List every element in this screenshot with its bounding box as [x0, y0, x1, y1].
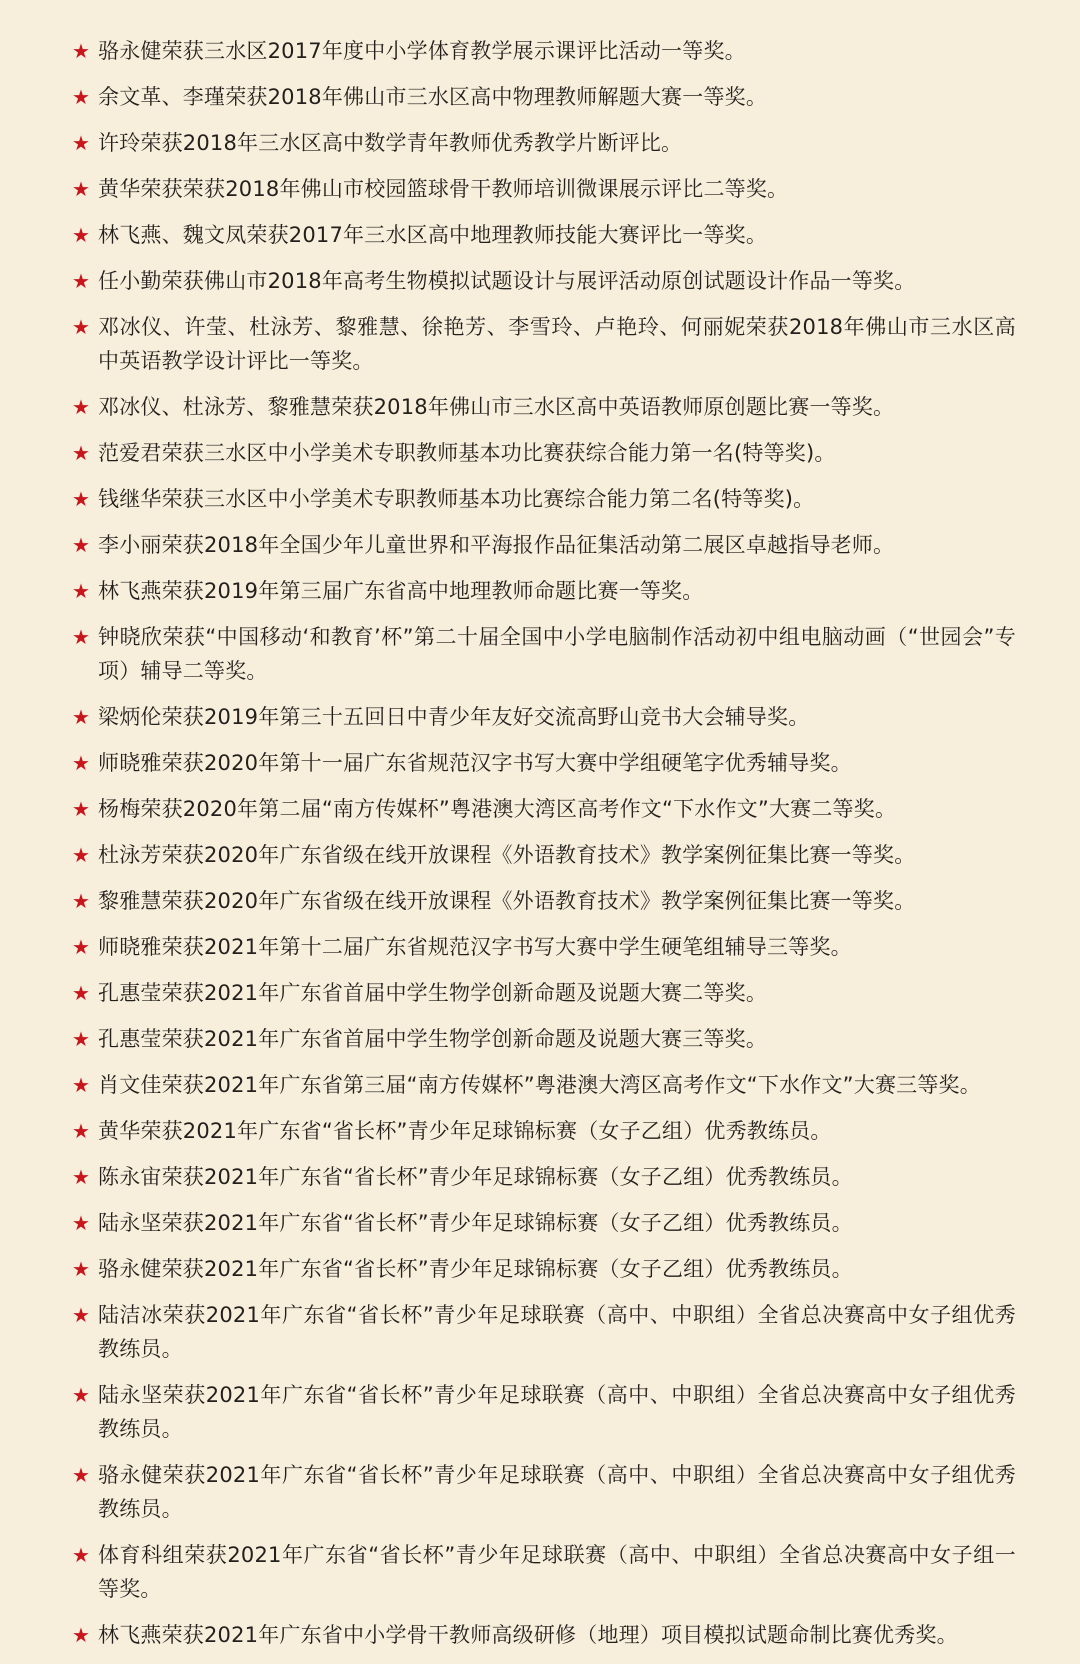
star-bullet-icon: ★	[72, 889, 91, 913]
award-item	[72, 792, 1016, 826]
star-bullet-icon: ★	[72, 315, 91, 339]
award-text: 杜泳芳荣获2020年广东省级在线开放课程《外语教育技术》教学案例征集比赛一等奖。	[98, 843, 916, 867]
award-item	[72, 264, 1016, 298]
award-text: 杨梅荣获2020年第二届“南方传媒杯”粤港澳大湾区高考作文“下水作文”大赛二等奖。	[98, 797, 897, 821]
award-item	[72, 1022, 1016, 1056]
award-item	[72, 620, 1016, 688]
award-text: 陆永坚荣获2021年广东省“省长杯”青少年足球锦标赛（女子乙组）优秀教练员。	[98, 1211, 853, 1235]
award-item	[72, 1068, 1016, 1102]
award-text: 骆永健荣获2021年广东省“省长杯”青少年足球联赛（高中、中职组）全省总决赛高中女子组优秀教练员。	[98, 1463, 1016, 1521]
star-bullet-icon: ★	[72, 441, 91, 465]
star-bullet-icon: ★	[72, 935, 91, 959]
star-bullet-icon: ★	[72, 1257, 91, 1281]
star-bullet-icon: ★	[72, 1165, 91, 1189]
star-bullet-icon: ★	[72, 1027, 91, 1051]
star-bullet-icon: ★	[72, 1383, 91, 1407]
star-bullet-icon: ★	[72, 981, 91, 1005]
award-list	[72, 34, 1016, 1664]
star-bullet-icon: ★	[72, 751, 91, 775]
award-text: 黄华荣获2021年广东省“省长杯”青少年足球锦标赛（女子乙组）优秀教练员。	[98, 1119, 832, 1143]
award-item	[72, 218, 1016, 252]
award-text: 骆永健荣获2021年广东省“省长杯”青少年足球锦标赛（女子乙组）优秀教练员。	[98, 1257, 853, 1281]
award-item	[72, 930, 1016, 964]
star-bullet-icon: ★	[72, 1623, 91, 1647]
award-item	[72, 884, 1016, 918]
award-text: 师晓雅荣获2020年第十一届广东省规范汉字书写大赛中学组硬笔字优秀辅导奖。	[98, 751, 852, 775]
award-text: 肖文佳荣获2021年广东省第三届“南方传媒杯”粤港澳大湾区高考作文“下水作文”大赛三等奖。	[98, 1073, 981, 1097]
award-text: 余文革、李瑾荣获2018年佛山市三水区高中物理教师解题大赛一等奖。	[98, 85, 768, 109]
award-text: 钱继华荣获三水区中小学美术专职教师基本功比赛综合能力第二名(特等奖)。	[98, 487, 815, 511]
award-item	[72, 976, 1016, 1010]
award-item	[72, 1252, 1016, 1286]
star-bullet-icon: ★	[72, 533, 91, 557]
award-item	[72, 436, 1016, 470]
star-bullet-icon: ★	[72, 797, 91, 821]
award-text: 师晓雅荣获2021年第十二届广东省规范汉字书写大赛中学生硬笔组辅导三等奖。	[98, 935, 852, 959]
award-text: 邓冰仪、许莹、杜泳芳、黎雅慧、徐艳芳、李雪玲、卢艳玲、何丽妮荣获2018年佛山市三水区高中英语教学设计评比一等奖。	[98, 315, 1016, 373]
award-item	[72, 1618, 1016, 1652]
award-item	[72, 126, 1016, 160]
star-bullet-icon: ★	[72, 579, 91, 603]
award-item	[72, 1114, 1016, 1148]
star-bullet-icon: ★	[72, 1543, 91, 1567]
star-bullet-icon: ★	[72, 395, 91, 419]
award-item	[72, 310, 1016, 378]
award-text: 陆洁冰荣获2021年广东省“省长杯”青少年足球联赛（高中、中职组）全省总决赛高中女子组优秀教练员。	[98, 1303, 1016, 1361]
award-text: 李小丽荣获2018年全国少年儿童世界和平海报作品征集活动第二展区卓越指导老师。	[98, 533, 895, 557]
award-text: 孔惠莹荣获2021年广东省首届中学生物学创新命题及说题大赛二等奖。	[98, 981, 768, 1005]
star-bullet-icon: ★	[72, 1211, 91, 1235]
star-bullet-icon: ★	[72, 39, 91, 63]
award-item	[72, 1206, 1016, 1240]
star-bullet-icon: ★	[72, 1119, 91, 1143]
award-item	[72, 172, 1016, 206]
award-text: 范爱君荣获三水区中小学美术专职教师基本功比赛获综合能力第一名(特等奖)。	[98, 441, 836, 465]
award-item	[72, 390, 1016, 424]
star-bullet-icon: ★	[72, 705, 91, 729]
award-item	[72, 1160, 1016, 1194]
star-bullet-icon: ★	[72, 85, 91, 109]
award-item	[72, 1378, 1016, 1446]
award-item	[72, 1458, 1016, 1526]
star-bullet-icon: ★	[72, 1463, 91, 1487]
star-bullet-icon: ★	[72, 843, 91, 867]
award-text: 任小勤荣获佛山市2018年高考生物模拟试题设计与展评活动原创试题设计作品一等奖。	[98, 269, 916, 293]
star-bullet-icon: ★	[72, 625, 91, 649]
award-text: 陈永宙荣获2021年广东省“省长杯”青少年足球锦标赛（女子乙组）优秀教练员。	[98, 1165, 853, 1189]
award-text: 骆永健荣获三水区2017年度中小学体育教学展示课评比活动一等奖。	[98, 39, 746, 63]
award-item	[72, 700, 1016, 734]
star-bullet-icon: ★	[72, 223, 91, 247]
award-text: 许玲荣获2018年三水区高中数学青年教师优秀教学片断评比。	[98, 131, 683, 155]
award-text: 陆永坚荣获2021年广东省“省长杯”青少年足球联赛（高中、中职组）全省总决赛高中女子组优秀教练员。	[98, 1383, 1016, 1441]
award-text: 林飞燕荣获2021年广东省中小学骨干教师高级研修（地理）项目模拟试题命制比赛优秀奖。	[98, 1623, 958, 1647]
star-bullet-icon: ★	[72, 487, 91, 511]
award-item	[72, 838, 1016, 872]
award-item	[72, 746, 1016, 780]
award-text: 孔惠莹荣获2021年广东省首届中学生物学创新命题及说题大赛三等奖。	[98, 1027, 768, 1051]
star-bullet-icon: ★	[72, 269, 91, 293]
award-text: 邓冰仪、杜泳芳、黎雅慧荣获2018年佛山市三水区高中英语教师原创题比赛一等奖。	[98, 395, 895, 419]
award-text: 黎雅慧荣获2020年广东省级在线开放课程《外语教育技术》教学案例征集比赛一等奖。	[98, 889, 916, 913]
award-item	[72, 1538, 1016, 1606]
star-bullet-icon: ★	[72, 177, 91, 201]
award-text: 体育科组荣获2021年广东省“省长杯”青少年足球联赛（高中、中职组）全省总决赛高中女子组一等奖。	[98, 1543, 1016, 1601]
award-item	[72, 80, 1016, 114]
award-text: 钟晓欣荣获“中国移动‘和教育’杯”第二十届全国中小学电脑制作活动初中组电脑动画（“世园会”专项）辅导二等奖。	[98, 625, 1016, 683]
award-item	[72, 1298, 1016, 1366]
award-text: 梁炳伦荣获2019年第三十五回日中青少年友好交流高野山竞书大会辅导奖。	[98, 705, 810, 729]
award-text: 黄华荣获荣获2018年佛山市校园篮球骨干教师培训微课展示评比二等奖。	[98, 177, 789, 201]
award-text: 林飞燕、魏文凤荣获2017年三水区高中地理教师技能大赛评比一等奖。	[98, 223, 768, 247]
award-item	[72, 34, 1016, 68]
award-text: 林飞燕荣获2019年第三届广东省高中地理教师命题比赛一等奖。	[98, 579, 704, 603]
award-item	[72, 528, 1016, 562]
star-bullet-icon: ★	[72, 1073, 91, 1097]
award-item	[72, 574, 1016, 608]
award-item	[72, 482, 1016, 516]
star-bullet-icon: ★	[72, 1303, 91, 1327]
star-bullet-icon: ★	[72, 131, 91, 155]
